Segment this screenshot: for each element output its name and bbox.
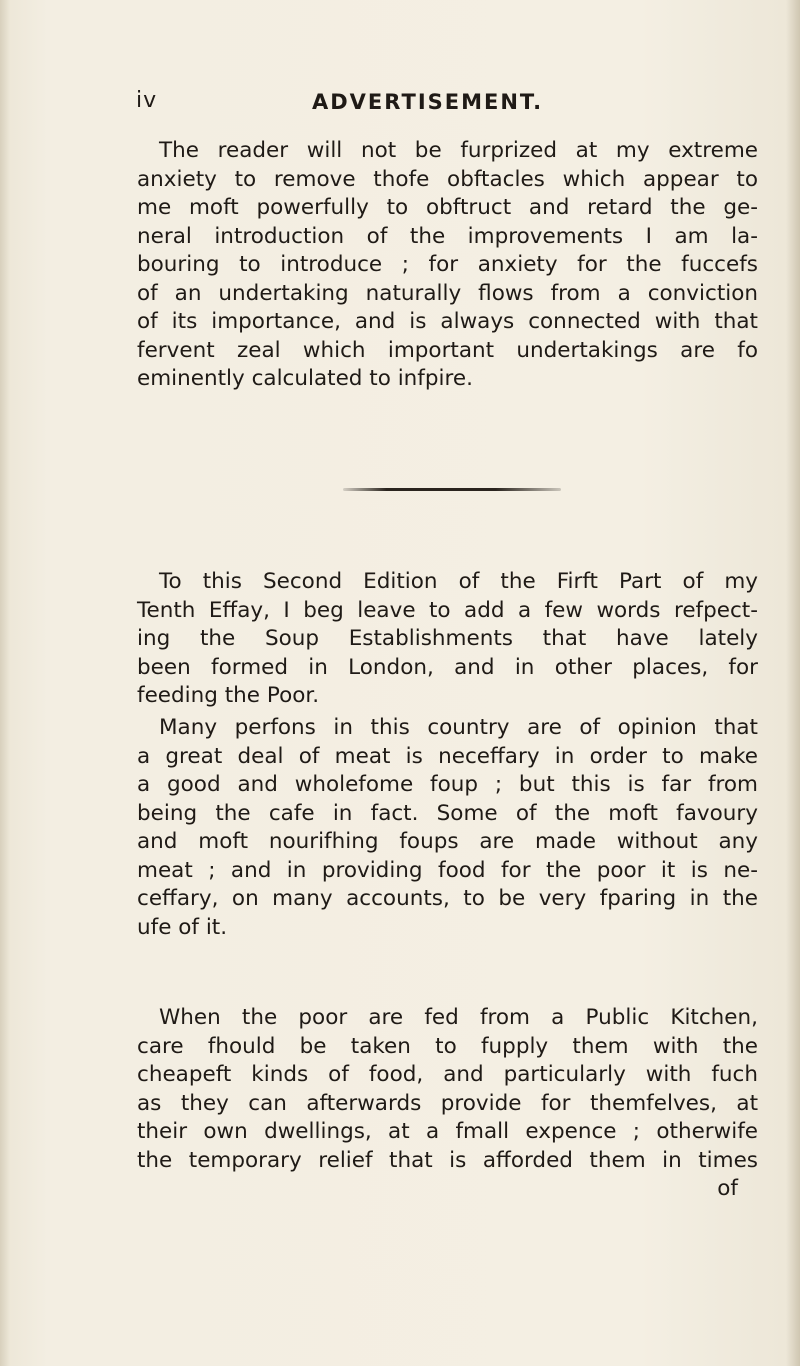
page-number: iv (136, 88, 158, 113)
text-line: cheapeft kinds of food, and particularly with fuch (137, 1062, 758, 1087)
text-line: ing the Soup Establishments that have lately (137, 626, 758, 651)
text-line: fervent zeal which important undertakings are fo (137, 337, 758, 363)
text-line: The reader will not be furprized at my extreme (159, 138, 758, 163)
paragraph-2 (137, 568, 758, 711)
text-line: being the cafe in fact. Some of the moft favoury (137, 800, 758, 826)
running-head: ADVERTISEMENT. (312, 90, 544, 114)
page-edge-right (786, 0, 800, 1366)
text-line: the temporary relief that is afforded them in times (137, 1147, 758, 1173)
text-line: Many perfons in this country are of opinion that (159, 715, 758, 740)
catchword: of (717, 1176, 738, 1201)
text-line: me moft powerfully to obftruct and retard the ge- (137, 195, 758, 220)
text-line: feeding the Poor. (137, 683, 320, 708)
text-line: a great deal of meat is neceffary in order to make (137, 743, 758, 769)
text-line: their own dwellings, at a fmall expence ; otherwife (137, 1119, 758, 1144)
text-line: of an undertaking naturally flows from a conviction (137, 280, 758, 306)
text-line: a good and wholefome foup ; but this is far from (137, 772, 758, 797)
text-line: and moft nourifhing foups are made without any (137, 829, 758, 854)
text-line: neral introduction of the improvements I am la- (137, 223, 758, 249)
text-line: ceffary, on many accounts, to be very fparing in the (137, 886, 758, 911)
section-divider-rule (343, 488, 561, 491)
text-line: When the poor are fed from a Public Kitchen, (159, 1005, 758, 1030)
text-line: Tenth Effay, I beg leave to add a few words refpect- (137, 597, 758, 623)
text-line: To this Second Edition of the Firft Part of my (159, 569, 758, 594)
text-line: eminently calculated to infpire. (137, 366, 473, 391)
text-line: bouring to introduce ; for anxiety for the fuccefs (137, 252, 758, 277)
text-line: of its importance, and is always connected with that (137, 309, 758, 334)
text-line: ufe of it. (137, 914, 228, 940)
paragraph-4 (137, 1004, 758, 1204)
text-line: care fhould be taken to fupply them with the (137, 1033, 758, 1059)
paragraph-1 (137, 137, 758, 394)
text-line: anxiety to remove thofe obftacles which appear to (137, 166, 758, 192)
text-line: been formed in London, and in other places, for (137, 654, 758, 680)
text-line: as they can afterwards provide for themfelves, at (137, 1090, 758, 1116)
page-edge-left (0, 0, 10, 1366)
paragraph-3 (137, 714, 758, 942)
text-line: meat ; and in providing food for the poor it is ne- (137, 857, 758, 883)
